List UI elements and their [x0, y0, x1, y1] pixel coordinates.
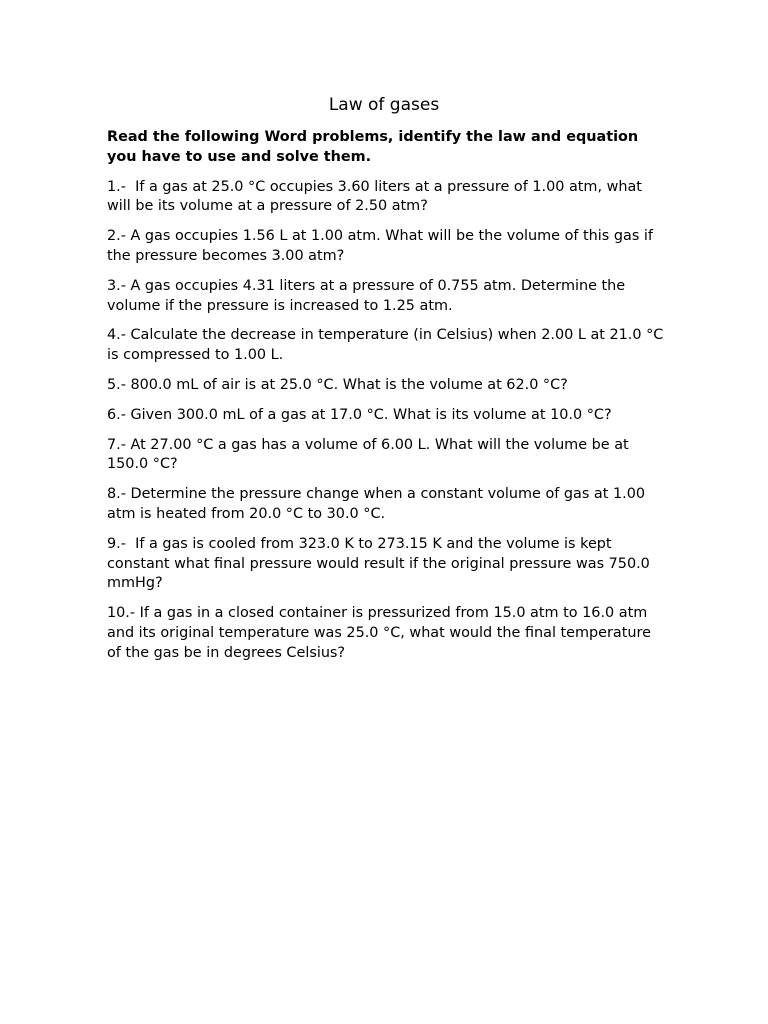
- document-title: Law of gases: [328, 95, 440, 115]
- document-body: [107, 128, 667, 674]
- problem-6: 6.- Given 300.0 mL of a gas at 17.0 °C. What is its volume at 10.0 °C?: [107, 406, 612, 423]
- problem-9: 9.- If a gas is cooled from 323.0 K to 273.15 K and the volume is kept constant what final pressure would result if the original pressure was 750.0 mmHg?: [107, 535, 655, 592]
- problem-4: 4.- Calculate the decrease in temperature (in Celsius) when 2.00 L at 21.0 °C is compressed to 1.00 L.: [107, 327, 668, 364]
- problem-8: 8.- Determine the pressure change when a constant volume of gas at 1.00 atm is heated from 20.0 °C to 30.0 °C.: [107, 486, 650, 522]
- problem-7: 7.- At 27.00 °C a gas has a volume of 6.00 L. What will the volume be at 150.0 °C?: [107, 436, 634, 473]
- problem-1: 1.- If a gas at 25.0 °C occupies 3.60 liters at a pressure of 1.00 atm, what will be its volume at a pressure of 2.50 atm?: [107, 178, 647, 215]
- problem-10: 10.- If a gas in a closed container is pressurized from 15.0 atm to 16.0 atm and its original temperature was 25.0 °C, what would the final temperature of the gas be in degrees Celsius?: [107, 605, 656, 661]
- problem-3: 3.- A gas occupies 4.31 liters at a pressure of 0.755 atm. Determine the volume if the pressure is increased to 1.25 atm.: [107, 277, 630, 314]
- problem-2: 2.- A gas occupies 1.56 L at 1.00 atm. What will be the volume of this gas if the pressure becomes 3.00 atm?: [107, 228, 658, 264]
- problem-5: 5.- 800.0 mL of air is at 25.0 °C. What is the volume at 62.0 °C?: [107, 376, 568, 393]
- instructions-text: Read the following Word problems, identify the law and equation you have to use and solve them.: [107, 129, 639, 165]
